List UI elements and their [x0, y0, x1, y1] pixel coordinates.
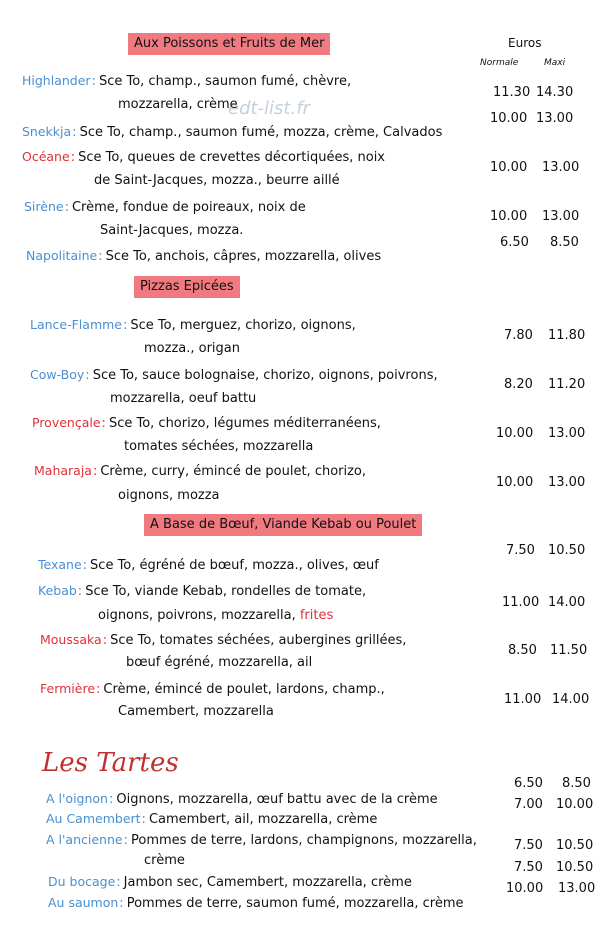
item-description: Sce To, queues de crevettes décortiquées, noix [78, 150, 385, 165]
item-description: Sce To, viande Kebab, rondelles de tomate, [85, 584, 367, 599]
item-description-cont: bœuf égréné, mozzarella, ail [126, 655, 313, 670]
item-name: Texane [38, 557, 82, 572]
item-description: Crème, curry, émincé de poulet, chorizo, [100, 464, 367, 479]
menu-item-fermiere: Fermière: Crème, émincé de poulet, lardons, champ., [40, 681, 385, 697]
price-maxi: 13.00 [548, 475, 586, 490]
menu-item-provencale: Provençale: Sce To, chorizo, légumes méditerranéens, [32, 415, 381, 431]
item-description: Crème, émincé de poulet, lardons, champ., [103, 682, 385, 697]
menu-item-napolitaine: Napolitaine: Sce To, anchois, câpres, mozzarella, olives [26, 248, 382, 264]
item-name: A l'ancienne [46, 832, 123, 847]
item-description-cont: tomates séchées, mozzarella [124, 439, 314, 454]
item-description-cont: mozzarella, oeuf battu [110, 391, 257, 406]
watermark: edt-list.fr [228, 98, 310, 119]
item-name: Kebab [38, 583, 77, 598]
menu-item-du-bocage: Du bocage: Jambon sec, Camembert, mozzarella, crème [48, 874, 412, 890]
price-maxi: 14.00 [548, 595, 586, 610]
price-normale: 10.00 [506, 881, 544, 896]
item-name: Lance-Flamme [30, 317, 122, 332]
price-maxi: 13.00 [548, 426, 586, 441]
price-maxi: 11.50 [550, 643, 588, 658]
menu-item-maharaja: Maharaja: Crème, curry, émincé de poulet, chorizo, [34, 463, 367, 479]
item-description: Sce To, sauce bolognaise, chorizo, oignons, poivrons, [92, 368, 438, 383]
item-name: Provençale [32, 415, 101, 430]
section-poissons-header: Aux Poissons et Fruits de Mer [128, 33, 330, 55]
item-name: Snekkja [22, 124, 72, 139]
item-description: Crème, fondue de poireaux, noix de [71, 200, 306, 215]
item-name: Océane [22, 149, 70, 164]
price-normale: 10.00 [490, 209, 528, 224]
section-boeuf-header: A Base de Bœuf, Viande Kebab ou Poulet [144, 514, 422, 536]
section-epicees-header: Pizzas Epicées [134, 276, 240, 298]
menu-item-lance-flamme: Lance-Flamme: Sce To, merguez, chorizo, oignons, [30, 317, 356, 333]
price-normale: 8.20 [504, 377, 533, 392]
item-description-cont: oignons, mozza [118, 488, 220, 503]
price-normale: 6.50 [500, 235, 529, 250]
price-maxi: 10.00 [556, 797, 594, 812]
price-maxi: 10.50 [556, 860, 594, 875]
price-maxi: 11.20 [548, 377, 586, 392]
price-normale: 10.00 [490, 111, 528, 126]
item-description: Jambon sec, Camembert, mozzarella, crème [123, 875, 412, 890]
item-description: Sce To, tomates séchées, aubergines grillées, [110, 633, 407, 648]
price-normale: 6.50 [514, 776, 543, 791]
item-description: Pommes de terre, saumon fumé, mozzarella, crème [126, 896, 464, 911]
menu-item-au-camembert: Au Camembert: Camembert, ail, mozzarella, crème [46, 811, 378, 827]
item-description: Sce To, champ., saumon fumé, mozza, crème, Calvados [79, 125, 443, 140]
item-description-cont: Saint-Jacques, mozza. [100, 223, 244, 238]
item-description-cont: mozzarella, crème [118, 97, 238, 112]
price-maxi: 8.50 [562, 776, 591, 791]
section-tartes-title: Les Tartes [42, 748, 179, 778]
item-description: Sce To, champ., saumon fumé, chèvre, [98, 74, 352, 89]
price-normale: 11.30 [493, 85, 531, 100]
price-normale: 7.80 [504, 328, 533, 343]
price-normale: 10.00 [490, 160, 528, 175]
price-normale: 7.00 [514, 797, 543, 812]
currency-label: Euros [508, 36, 542, 50]
menu-item-snekkja: Snekkja: Sce To, champ., saumon fumé, mozza, crème, Calvados [22, 124, 443, 140]
menu-item-a-l-ancienne: A l'ancienne: Pommes de terre, lardons, champignons, mozzarella, [46, 832, 477, 848]
item-description-cont [98, 603, 333, 628]
item-name: Sirène [24, 199, 64, 214]
item-description-cont: de Saint-Jacques, mozza., beurre aillé [94, 173, 340, 188]
item-description-cont: crème [144, 853, 185, 868]
price-maxi: 11.80 [548, 328, 586, 343]
item-description: Oignons, mozzarella, œuf battu avec de la crème [116, 792, 438, 807]
maxi-column-label: Maxi [544, 58, 566, 68]
menu-item-oceane: Océane: Sce To, queues de crevettes décortiquées, noix [22, 149, 385, 165]
price-maxi: 8.50 [550, 235, 579, 250]
item-name: A l'oignon [46, 791, 108, 806]
price-maxi: 13.00 [542, 160, 580, 175]
menu-item-kebab: Kebab: Sce To, viande Kebab, rondelles de tomate, [38, 583, 367, 599]
item-name: Highlander [22, 73, 91, 88]
price-maxi: 13.00 [536, 111, 574, 126]
item-description: Camembert, ail, mozzarella, crème [148, 812, 378, 827]
price-normale: 10.00 [496, 475, 534, 490]
menu-item-texane: Texane: Sce To, égréné de bœuf, mozza., olives, œuf [38, 557, 379, 573]
item-description: Sce To, égréné de bœuf, mozza., olives, œuf [90, 558, 379, 573]
item-name: Du bocage [48, 874, 116, 889]
item-name: Napolitaine [26, 248, 98, 263]
price-normale: 8.50 [508, 643, 537, 658]
item-name: Cow-Boy [30, 367, 85, 382]
item-name: Moussaka [40, 632, 102, 647]
item-name: Au saumon [48, 895, 119, 910]
item-name: Fermière [40, 681, 96, 696]
price-maxi: 13.00 [542, 209, 580, 224]
item-description: Pommes de terre, lardons, champignons, mozzarella, [130, 833, 477, 848]
price-normale: 7.50 [514, 860, 543, 875]
price-maxi: 14.00 [552, 692, 590, 707]
price-normale: 11.00 [502, 595, 540, 610]
item-description-cont: mozza., origan [144, 341, 240, 356]
item-description: Sce To, anchois, câpres, mozzarella, olives [105, 249, 382, 264]
item-name: Au Camembert [46, 811, 141, 826]
menu-item-highlander: Highlander: Sce To, champ., saumon fumé, chèvre, [22, 73, 352, 89]
price-maxi: 10.50 [556, 838, 594, 853]
item-name: Maharaja [34, 463, 92, 478]
item-description-highlight: frites [299, 608, 334, 623]
menu-item-au-saumon: Au saumon: Pommes de terre, saumon fumé, mozzarella, crème [48, 895, 464, 911]
menu-item-cow-boy: Cow-Boy: Sce To, sauce bolognaise, chorizo, oignons, poivrons, [30, 367, 438, 383]
normal-column-label: Normale [480, 58, 519, 68]
price-normale: 7.50 [514, 838, 543, 853]
item-description-text: oignons, poivrons, mozzarella, [98, 608, 296, 623]
price-maxi: 13.00 [558, 881, 596, 896]
item-description: Sce To, chorizo, légumes méditerranéens, [108, 416, 381, 431]
price-maxi: 10.50 [548, 543, 586, 558]
item-description: Sce To, merguez, chorizo, oignons, [130, 318, 356, 333]
menu-item-sirene: Sirène: Crème, fondue de poireaux, noix de [24, 199, 306, 215]
price-normale: 7.50 [506, 543, 535, 558]
price-normale: 10.00 [496, 426, 534, 441]
menu-item-a-l-oignon: A l'oignon: Oignons, mozzarella, œuf battu avec de la crème [46, 791, 438, 807]
price-maxi: 14.30 [536, 85, 574, 100]
menu-item-moussaka: Moussaka: Sce To, tomates séchées, aubergines grillées, [40, 632, 407, 648]
item-description-cont: Camembert, mozzarella [118, 704, 274, 719]
price-normale: 11.00 [504, 692, 542, 707]
